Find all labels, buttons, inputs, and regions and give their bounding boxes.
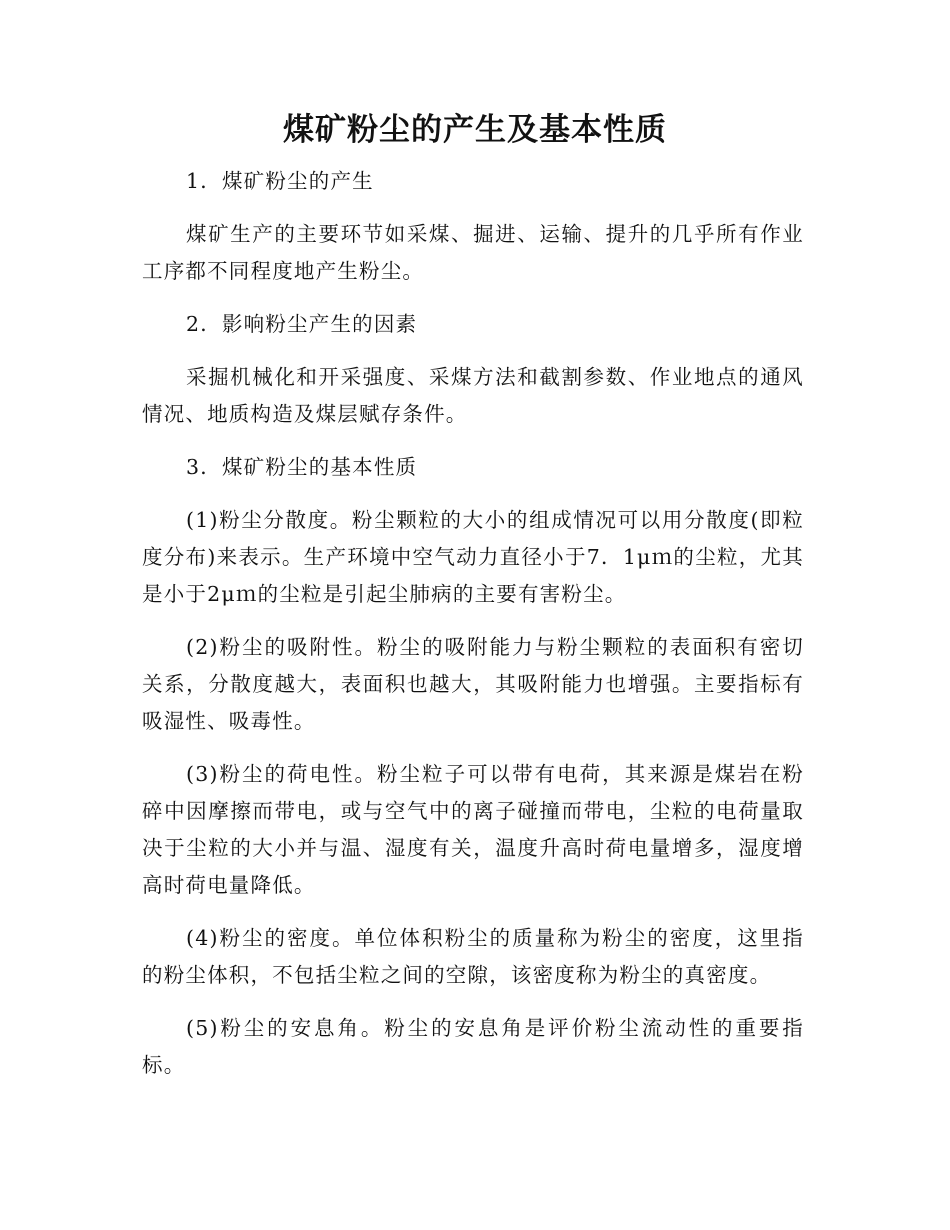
paragraph-density: (4)粉尘的密度。单位体积粉尘的质量称为粉尘的密度，这里指的粉尘体积，不包括尘粒之间的空隙，该密度称为粉尘的真密度。 [142, 926, 804, 987]
section-heading-2: 2．影响粉尘产生的因素 [186, 312, 418, 336]
section-heading-1: 1．煤矿粉尘的产生 [186, 169, 374, 193]
paragraph-dust-generation: 煤矿生产的主要环节如采煤、掘进、运输、提升的几乎所有作业工序都不同程度地产生粉尘。 [142, 222, 804, 283]
document-title: 煤矿粉尘的产生及基本性质 [283, 112, 667, 148]
section-heading-3: 3．煤矿粉尘的基本性质 [186, 455, 418, 479]
paragraph-influencing-factors: 采掘机械化和开采强度、采煤方法和截割参数、作业地点的通风情况、地质构造及煤层赋存条件。 [142, 365, 804, 426]
document-body [142, 163, 804, 1100]
paragraph-dispersion: (1)粉尘分散度。粉尘颗粒的大小的组成情况可以用分散度(即粒度分布)来表示。生产环境中空气动力直径小于7．1μｍ的尘粒，尤其是小于2μｍ的尘粒是引起尘肺病的主要有害粉尘。 [142, 508, 804, 606]
paragraph-charge: (3)粉尘的荷电性。粉尘粒子可以带有电荷，其来源是煤岩在粉碎中因摩擦而带电，或与空气中的离子碰撞而带电，尘粒的电荷量取决于尘粒的大小并与温、湿度有关，温度升高时荷电量增多，湿度增高时荷电量降低。 [142, 762, 804, 897]
paragraph-adsorption: (2)粉尘的吸附性。粉尘的吸附能力与粉尘颗粒的表面积有密切关系，分散度越大，表面积也越大，其吸附能力也增强。主要指标有吸湿性、吸毒性。 [142, 635, 804, 733]
paragraph-repose-angle: (5)粉尘的安息角。粉尘的安息角是评价粉尘流动性的重要指标。 [142, 1016, 804, 1077]
